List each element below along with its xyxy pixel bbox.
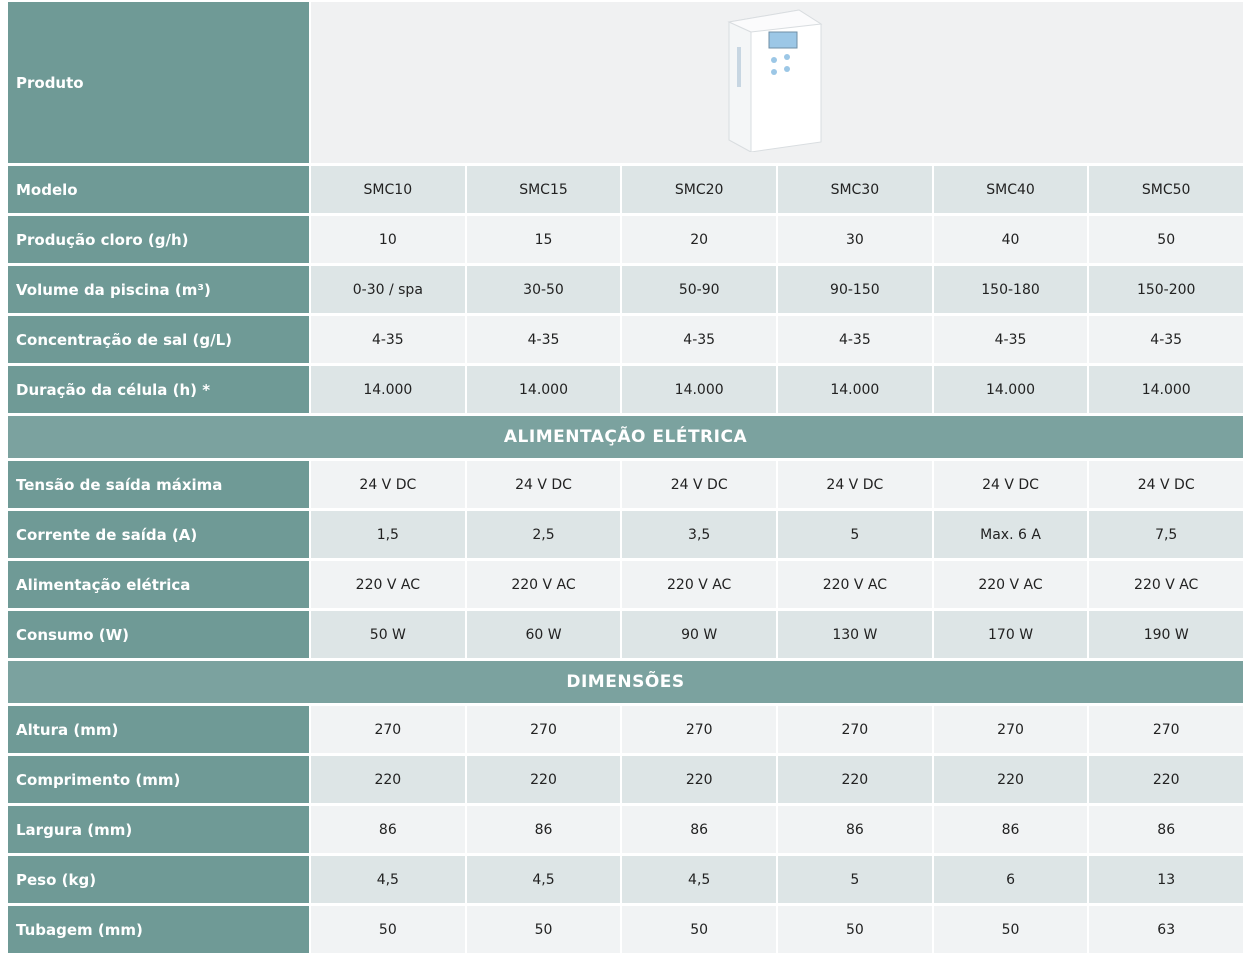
table-cell: 130 W bbox=[778, 611, 932, 658]
table-row bbox=[8, 611, 1243, 658]
table-cell: 220 V AC bbox=[778, 561, 932, 608]
table-cell: 4-35 bbox=[622, 316, 776, 363]
table-cell: 220 bbox=[311, 756, 465, 803]
table-cell: 4-35 bbox=[778, 316, 932, 363]
table-cell: 50 bbox=[778, 906, 932, 953]
table-row bbox=[8, 366, 1243, 413]
table-cell: 24 V DC bbox=[778, 461, 932, 508]
model-cell: SMC20 bbox=[622, 166, 776, 213]
model-cell: SMC50 bbox=[1089, 166, 1243, 213]
table-cell: 150-200 bbox=[1089, 266, 1243, 313]
table-row bbox=[8, 316, 1243, 363]
table-cell: 220 bbox=[934, 756, 1088, 803]
table-cell: 86 bbox=[467, 806, 621, 853]
table-cell: 6 bbox=[934, 856, 1088, 903]
row-label: Peso (kg) bbox=[8, 856, 309, 903]
table-cell: 3,5 bbox=[622, 511, 776, 558]
model-row bbox=[8, 166, 1243, 213]
table-cell: 5 bbox=[778, 856, 932, 903]
table-cell: 150-180 bbox=[934, 266, 1088, 313]
table-cell: 30-50 bbox=[467, 266, 621, 313]
table-cell: 60 W bbox=[467, 611, 621, 658]
table-cell: 270 bbox=[934, 706, 1088, 753]
table-cell: 50 bbox=[311, 906, 465, 953]
table-cell: Max. 6 A bbox=[934, 511, 1088, 558]
table-cell: 4,5 bbox=[311, 856, 465, 903]
row-label: Produção cloro (g/h) bbox=[8, 216, 309, 263]
row-label: Corrente de saída (A) bbox=[8, 511, 309, 558]
table-cell: 50 bbox=[467, 906, 621, 953]
table-cell: 1,5 bbox=[311, 511, 465, 558]
table-cell: 14.000 bbox=[934, 366, 1088, 413]
table-cell: 220 V AC bbox=[622, 561, 776, 608]
table-row bbox=[8, 266, 1243, 313]
model-cell: SMC15 bbox=[467, 166, 621, 213]
table-cell: 270 bbox=[467, 706, 621, 753]
row-label: Consumo (W) bbox=[8, 611, 309, 658]
table-cell: 4-35 bbox=[311, 316, 465, 363]
table-cell: 86 bbox=[622, 806, 776, 853]
table-cell: 15 bbox=[467, 216, 621, 263]
table-cell: 270 bbox=[1089, 706, 1243, 753]
table-cell: 14.000 bbox=[778, 366, 932, 413]
table-cell: 50 W bbox=[311, 611, 465, 658]
spec-table bbox=[8, 2, 1243, 956]
table-row bbox=[8, 856, 1243, 903]
table-cell: 4-35 bbox=[934, 316, 1088, 363]
table-row bbox=[8, 706, 1243, 753]
table-cell: 50 bbox=[934, 906, 1088, 953]
table-row bbox=[8, 511, 1243, 558]
table-cell: 4,5 bbox=[622, 856, 776, 903]
table-cell: 14.000 bbox=[311, 366, 465, 413]
table-cell: 220 bbox=[467, 756, 621, 803]
table-row bbox=[8, 756, 1243, 803]
table-cell: 220 bbox=[622, 756, 776, 803]
product-label: Produto bbox=[8, 2, 309, 163]
table-cell: 50-90 bbox=[622, 266, 776, 313]
table-cell: 220 V AC bbox=[467, 561, 621, 608]
model-label: Modelo bbox=[8, 166, 309, 213]
row-label: Concentração de sal (g/L) bbox=[8, 316, 309, 363]
table-cell: 220 V AC bbox=[1089, 561, 1243, 608]
table-cell: 24 V DC bbox=[622, 461, 776, 508]
table-cell: 24 V DC bbox=[467, 461, 621, 508]
row-label: Tubagem (mm) bbox=[8, 906, 309, 953]
row-label: Alimentação elétrica bbox=[8, 561, 309, 608]
table-cell: 190 W bbox=[1089, 611, 1243, 658]
table-cell: 270 bbox=[311, 706, 465, 753]
table-cell: 10 bbox=[311, 216, 465, 263]
row-label: Tensão de saída máxima bbox=[8, 461, 309, 508]
table-cell: 24 V DC bbox=[311, 461, 465, 508]
table-row bbox=[8, 216, 1243, 263]
product-image-area bbox=[311, 2, 1243, 163]
table-cell: 220 bbox=[1089, 756, 1243, 803]
table-cell: 24 V DC bbox=[1089, 461, 1243, 508]
salt-chlorinator-device-icon bbox=[717, 2, 837, 152]
model-cell: SMC30 bbox=[778, 166, 932, 213]
table-row bbox=[8, 906, 1243, 953]
table-cell: 270 bbox=[622, 706, 776, 753]
row-label: Volume da piscina (m³) bbox=[8, 266, 309, 313]
table-cell: 20 bbox=[622, 216, 776, 263]
table-cell: 14.000 bbox=[622, 366, 776, 413]
table-cell: 220 V AC bbox=[934, 561, 1088, 608]
table-cell: 220 V AC bbox=[311, 561, 465, 608]
table-cell: 2,5 bbox=[467, 511, 621, 558]
table-cell: 86 bbox=[1089, 806, 1243, 853]
row-label: Duração da célula (h) * bbox=[8, 366, 309, 413]
table-cell: 0-30 / spa bbox=[311, 266, 465, 313]
table-cell: 63 bbox=[1089, 906, 1243, 953]
model-cell: SMC40 bbox=[934, 166, 1088, 213]
table-cell: 13 bbox=[1089, 856, 1243, 903]
product-row bbox=[8, 2, 1243, 163]
table-row bbox=[8, 561, 1243, 608]
table-cell: 86 bbox=[778, 806, 932, 853]
table-cell: 14.000 bbox=[467, 366, 621, 413]
table-cell: 50 bbox=[622, 906, 776, 953]
table-cell: 86 bbox=[934, 806, 1088, 853]
table-cell: 40 bbox=[934, 216, 1088, 263]
table-cell: 5 bbox=[778, 511, 932, 558]
table-cell: 14.000 bbox=[1089, 366, 1243, 413]
row-label: Largura (mm) bbox=[8, 806, 309, 853]
table-cell: 4,5 bbox=[467, 856, 621, 903]
table-cell: 4-35 bbox=[1089, 316, 1243, 363]
table-cell: 170 W bbox=[934, 611, 1088, 658]
table-cell: 4-35 bbox=[467, 316, 621, 363]
table-cell: 90 W bbox=[622, 611, 776, 658]
table-cell: 7,5 bbox=[1089, 511, 1243, 558]
table-cell: 24 V DC bbox=[934, 461, 1088, 508]
table-cell: 50 bbox=[1089, 216, 1243, 263]
table-cell: 220 bbox=[778, 756, 932, 803]
table-cell: 270 bbox=[778, 706, 932, 753]
row-label: Altura (mm) bbox=[8, 706, 309, 753]
table-cell: 90-150 bbox=[778, 266, 932, 313]
section-header-electric: ALIMENTAÇÃO ELÉTRICA bbox=[8, 416, 1243, 458]
table-cell: 30 bbox=[778, 216, 932, 263]
section-header-dimensions: DIMENSÕES bbox=[8, 661, 1243, 703]
row-label: Comprimento (mm) bbox=[8, 756, 309, 803]
table-row bbox=[8, 461, 1243, 508]
model-cell: SMC10 bbox=[311, 166, 465, 213]
table-row bbox=[8, 806, 1243, 853]
table-cell: 86 bbox=[311, 806, 465, 853]
